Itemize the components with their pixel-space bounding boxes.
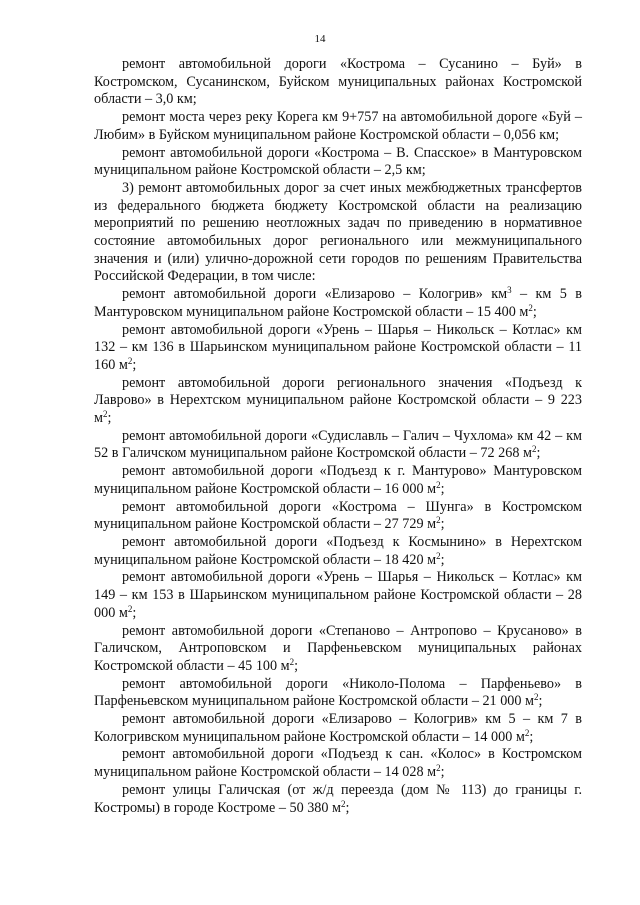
document-body — [94, 56, 582, 817]
paragraph: ремонт автомобильной дороги «Степаново – Антропово – Крусаново» в Галичском, Антроповском и Парфеньевском муниципальных районах Костромской области – 45 100 $м^2$; — [94, 622, 582, 674]
paragraph: ремонт автомобильной дороги «Кострома – Шунга» в Костромском муниципальном районе Костромской области – 27 729 $м^2$; — [94, 498, 582, 533]
paragraph: ремонт автомобильной дороги «Елизарово – Кологрив» км 5 – км 7 в Кологривском муниципальном районе Костромской области – 14 000 $м^2$; — [94, 711, 582, 745]
paragraph: ремонт автомобильной дороги «Урень – Шарья – Никольск – Котлас» км 132 – км 136 в Шарьинском муниципальном районе Костромской области – 11 160 $м^2$; — [94, 321, 582, 373]
paragraph: ремонт автомобильной дороги «Судиславль – Галич – Чухлома» км 42 – км 52 в Галичском муниципальном районе Костромской области – 72 268 $м^2$; — [94, 427, 582, 462]
paragraph: ремонт автомобильной дороги «Урень – Шарья – Никольск – Котлас» км 149 – км 153 в Шарьинском муниципальном районе Костромской области – 28 000 $м^2$; — [94, 569, 582, 621]
paragraph: ремонт автомобильной дороги «Елизарово – Кологрив» $км^3$ – км 5 в Мантуровском муниципальном районе Костромской области – 15 400 $м^2$; — [94, 285, 582, 320]
paragraph: ремонт автомобильной дороги «Подъезд к г. Мантурово» Мантуровском муниципальном районе Костромской области – 16 000 $м^2$; — [94, 463, 582, 497]
paragraph: ремонт автомобильной дороги «Кострома – В. Спасское» в Мантуровском муниципальном районе Костромской области – 2,5 км; — [94, 144, 582, 179]
paragraph: ремонт улицы Галичская (от ж/д переезда (дом № 113) до границы г. Костромы) в городе Костроме – 50 380 $м^2$; — [94, 781, 582, 816]
paragraph: ремонт автомобильной дороги «Подъезд к сан. «Колос» в Костромском муниципальном районе Костромской области – 14 028 $м^2$; — [94, 746, 582, 781]
paragraph: ремонт автомобильной дороги регионального значения «Подъезд к Лаврово» в Нерехтском муниципальном районе Костромской области – 9 223 $м^2$; — [94, 374, 582, 427]
paragraph: ремонт автомобильной дороги «Николо-Полома – Парфеньево» в Парфеньевском муниципальном районе Костромской области – 21 000 $м^2$; — [94, 675, 582, 710]
page-number: 14 — [314, 33, 326, 45]
paragraph: ремонт моста через реку Корега км 9+757 на автомобильной дороге «Буй – Любим» в Буйском муниципальном районе Костромской области – 0,056 км; — [94, 109, 582, 143]
paragraph: ремонт автомобильной дороги «Подъезд к Космынино» в Нерехтском муниципальном районе Костромской области – 18 420 $м^2$; — [94, 533, 582, 568]
paragraph: ремонт автомобильной дороги «Кострома – Сусанино – Буй» в Костромском, Сусанинском, Буйском муниципальных районах Костромской области – 3,0 км; — [94, 56, 582, 108]
paragraph: 3) ремонт автомобильных дорог за счет иных межбюджетных трансфертов из федерального бюджета бюджету Костромской области на реализацию мероприятий по решению неотложных задач по приведению в нормативное состояние автомобильных дорог регионального или межмуниципального значения и (или) улично-дорожной сети городов по решениям Правительства Российской Федерации, в том числе: — [94, 179, 582, 285]
